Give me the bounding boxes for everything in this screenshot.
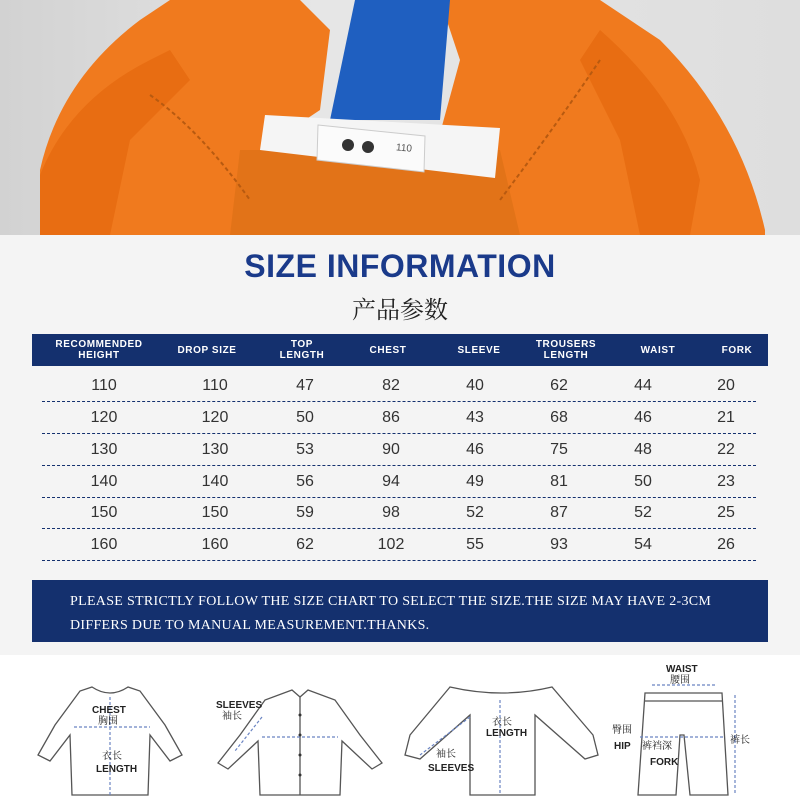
cell-sleeve: 52 xyxy=(466,503,484,521)
cell-height: 110 xyxy=(91,376,117,394)
label-sleeves-cn: 袖长 xyxy=(436,749,456,760)
cell-drop-size: 110 xyxy=(202,376,228,394)
table-row xyxy=(42,370,756,402)
cell-fork: 22 xyxy=(717,440,735,458)
label-length-cn: 衣长 xyxy=(102,751,122,762)
cell-trousers-length: 62 xyxy=(550,376,568,394)
label-sleeves-cn: 袖长 xyxy=(222,711,242,722)
cell-trousers-length: 93 xyxy=(550,535,568,553)
label-hip-cn: 臀围 xyxy=(612,725,632,736)
label-waist-cn: 腰围 xyxy=(670,675,690,686)
cell-drop-size: 150 xyxy=(201,503,229,521)
column-header-trousers-length: TROUSERS LENGTH xyxy=(535,339,597,361)
column-header-top-length: TOP LENGTH xyxy=(279,339,325,361)
cell-waist: 52 xyxy=(634,503,652,521)
hoodie-image xyxy=(0,0,800,235)
notice-line-1: PLEASE STRICTLY FOLLOW THE SIZE CHART TO SELECT THE SIZE.THE SIZE MAY HAVE 2-3CM xyxy=(70,594,712,609)
measurement-diagrams xyxy=(0,655,800,800)
label-chest-en: CHEST xyxy=(92,705,126,716)
label-length-cn: 衣长 xyxy=(492,717,512,728)
label-waist-en: WAIST xyxy=(666,664,698,675)
column-header-drop-size: DROP SIZE xyxy=(177,344,237,356)
cell-waist: 50 xyxy=(634,472,652,490)
cell-fork: 20 xyxy=(717,376,735,394)
cell-top-length: 56 xyxy=(296,472,314,490)
column-header-fork: FORK xyxy=(721,344,753,356)
cell-chest: 98 xyxy=(382,503,400,521)
label-sleeves-en: SLEEVES xyxy=(216,700,263,711)
label-length-en: LENGTH xyxy=(486,728,528,739)
cell-trousers-length: 68 xyxy=(550,408,568,426)
cell-trousers-length: 87 xyxy=(550,503,568,521)
cell-top-length: 53 xyxy=(296,440,314,458)
cell-height: 160 xyxy=(90,535,118,553)
label-pants-length-cn: 裤长 xyxy=(730,735,750,746)
cell-waist: 54 xyxy=(634,535,652,553)
table-row xyxy=(42,466,756,498)
cell-chest: 90 xyxy=(382,440,400,458)
label-fork-en: FORK xyxy=(650,757,679,768)
cell-fork: 21 xyxy=(717,408,735,426)
table-row xyxy=(42,529,756,561)
label-length-en: LENGTH xyxy=(96,764,138,775)
product-photo xyxy=(0,0,800,235)
label-sleeves-en: SLEEVES xyxy=(428,763,475,774)
column-header-sleeve: SLEEVE xyxy=(457,344,501,356)
table-row xyxy=(42,497,756,529)
column-header-recommended-height: RECOMMENDED HEIGHT xyxy=(55,339,143,361)
cell-fork: 25 xyxy=(717,503,735,521)
cell-height: 120 xyxy=(90,408,118,426)
cell-trousers-length: 81 xyxy=(550,472,568,490)
cell-sleeve: 40 xyxy=(466,376,484,394)
cell-chest: 102 xyxy=(377,535,405,553)
cell-sleeve: 46 xyxy=(466,440,484,458)
cell-waist: 44 xyxy=(634,376,652,394)
cell-top-length: 59 xyxy=(296,503,314,521)
label-chest-cn: 胸围 xyxy=(98,716,118,727)
page-title: SIZE INFORMATION xyxy=(244,248,556,284)
cell-chest: 86 xyxy=(382,408,400,426)
cell-top-length: 50 xyxy=(296,408,314,426)
cell-trousers-length: 75 xyxy=(550,440,568,458)
label-hip-en: HIP xyxy=(614,741,631,752)
label-fork-cn: 裤裆深 xyxy=(642,741,672,752)
cell-drop-size: 130 xyxy=(201,440,229,458)
cell-sleeve: 55 xyxy=(466,535,484,553)
cell-sleeve: 49 xyxy=(466,472,484,490)
cell-drop-size: 140 xyxy=(201,472,229,490)
cell-chest: 82 xyxy=(382,376,400,394)
column-header-chest: CHEST xyxy=(369,344,407,356)
cell-height: 130 xyxy=(90,440,118,458)
cell-waist: 46 xyxy=(634,408,652,426)
cell-height: 150 xyxy=(90,503,118,521)
cell-top-length: 47 xyxy=(296,376,314,394)
cell-sleeve: 43 xyxy=(466,408,484,426)
size-notice-banner xyxy=(32,580,768,642)
cell-waist: 48 xyxy=(634,440,652,458)
table-row xyxy=(42,402,756,434)
page-subtitle: 产品参数 xyxy=(352,296,448,324)
table-row xyxy=(42,434,756,466)
column-header-waist: WAIST xyxy=(640,344,676,356)
cell-top-length: 62 xyxy=(296,535,314,553)
size-tag-label: 110 xyxy=(395,142,413,155)
cell-fork: 26 xyxy=(717,535,735,553)
notice-line-2: DIFFERS DUE TO MANUAL MEASUREMENT.THANKS. xyxy=(70,618,430,633)
size-table-header xyxy=(32,334,768,366)
cell-drop-size: 120 xyxy=(201,408,229,426)
cell-height: 140 xyxy=(90,472,118,490)
cell-drop-size: 160 xyxy=(201,535,229,553)
cell-fork: 23 xyxy=(717,472,735,490)
cell-chest: 94 xyxy=(382,472,400,490)
